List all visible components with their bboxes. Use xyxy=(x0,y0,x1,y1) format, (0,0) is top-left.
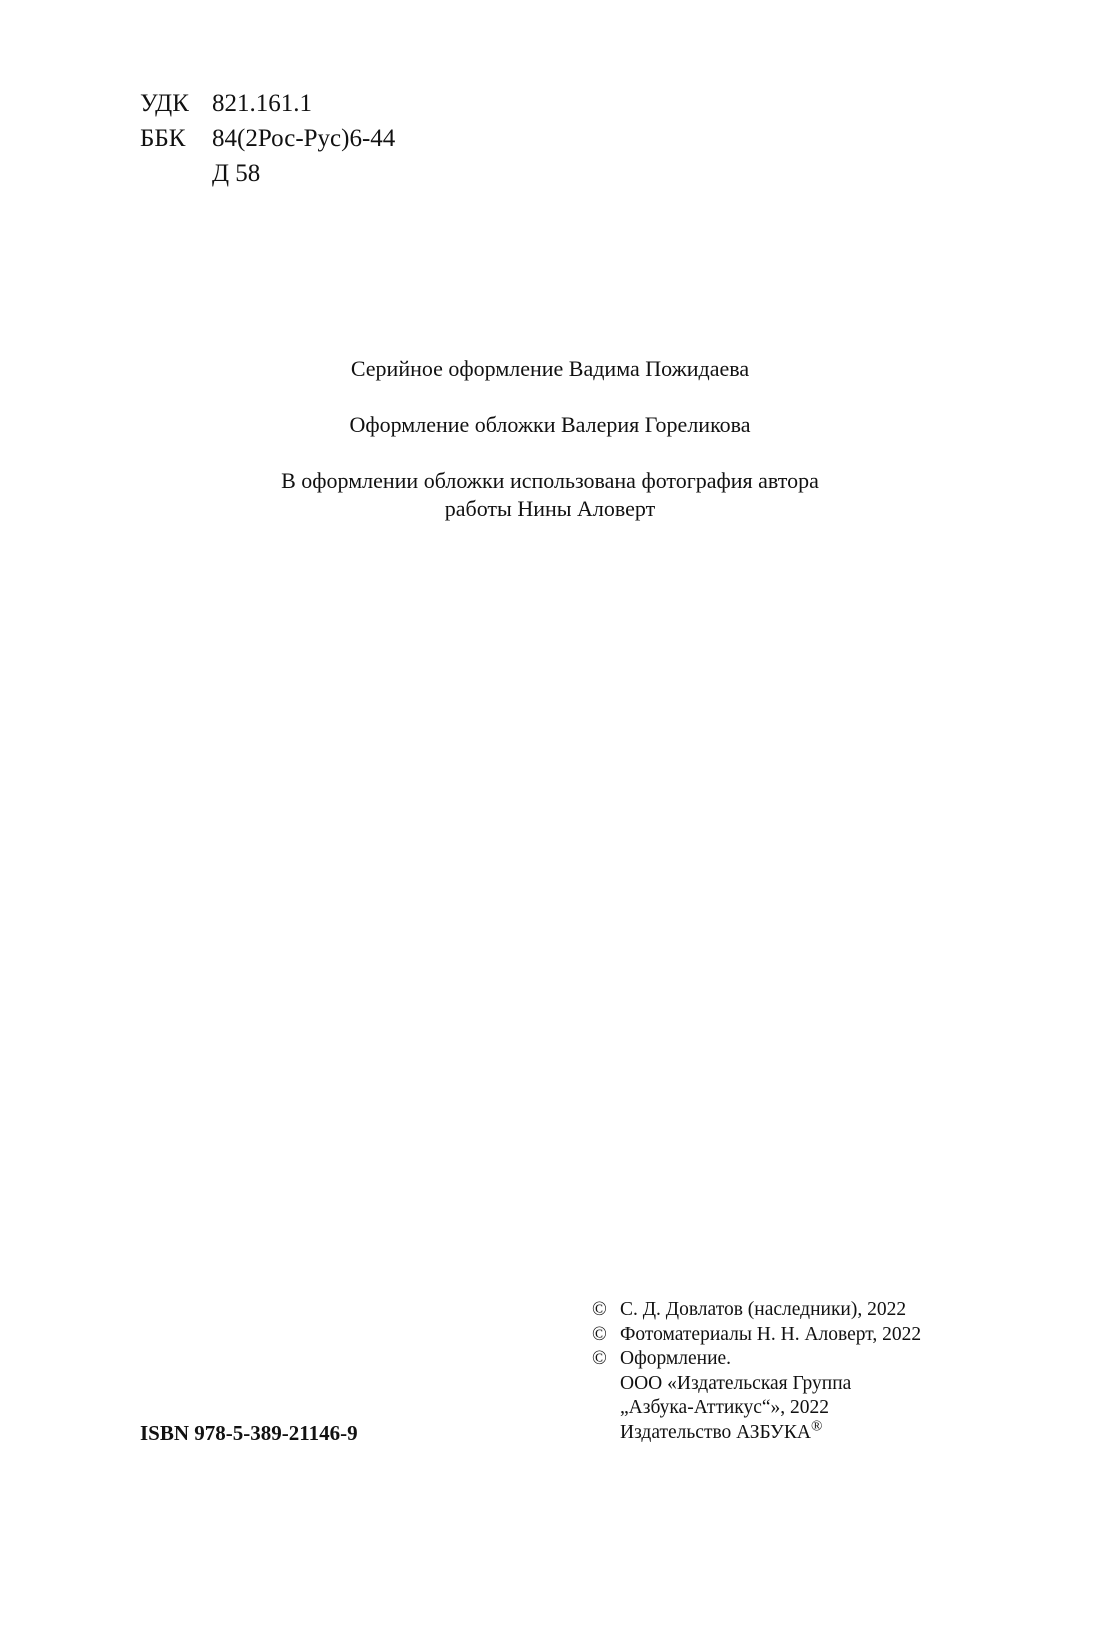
bbk-label: ББК xyxy=(140,125,186,152)
copyright-sign: © xyxy=(592,1299,607,1320)
copyright-line xyxy=(592,1396,921,1421)
copyright-text: „Азбука-Аттикус“», 2022 xyxy=(620,1397,830,1418)
udk-label: УДК xyxy=(140,90,189,117)
copyright-text: Оформление. xyxy=(620,1348,732,1369)
copyright-line xyxy=(592,1323,921,1348)
author-mark-row xyxy=(140,156,395,191)
cover-photo-credit-line2: работы Нины Аловерт xyxy=(444,496,656,521)
cover-design-credit: Оформление обложки Валерия Гореликова xyxy=(349,412,751,437)
design-credits xyxy=(0,355,1100,523)
udk-row xyxy=(140,86,395,121)
series-design-credit: Серийное оформление Вадима Пожидаева xyxy=(350,356,750,381)
author-mark: Д 58 xyxy=(212,160,261,187)
copyright-indent xyxy=(592,1421,620,1446)
copyright-indent xyxy=(592,1372,620,1397)
copyright-line xyxy=(592,1418,921,1446)
bbk-value: 84(2Рос-Рус)6-44 xyxy=(212,125,396,152)
isbn-number: ISBN 978-5-389-21146-9 xyxy=(140,1421,358,1445)
copyright-indent xyxy=(592,1396,620,1421)
bbk-row xyxy=(140,121,395,156)
udk-value: 821.161.1 xyxy=(212,90,312,117)
copyright-line xyxy=(592,1298,921,1323)
cover-photo-credit xyxy=(0,467,1100,523)
cover-photo-credit-line1: В оформлении обложки использована фотография автора xyxy=(281,468,819,493)
author-mark-spacer xyxy=(140,156,212,191)
registered-trademark-mark: ® xyxy=(810,1418,823,1434)
copyright-text: С. Д. Довлатов (наследники), 2022 xyxy=(620,1299,907,1320)
copyright-text: ООО «Издательская Группа xyxy=(620,1372,852,1394)
copyright-text xyxy=(620,1418,823,1446)
copyright-line xyxy=(592,1372,921,1397)
copyright-sign: © xyxy=(592,1348,607,1369)
copyright-text: Фотоматериалы Н. Н. Аловерт, 2022 xyxy=(620,1323,922,1345)
copyright-block xyxy=(592,1298,921,1445)
classification-block xyxy=(140,86,395,191)
copyright-sign: © xyxy=(592,1323,607,1345)
publisher-name: Издательство АЗБУКА xyxy=(620,1421,811,1443)
copyright-line xyxy=(592,1347,921,1372)
